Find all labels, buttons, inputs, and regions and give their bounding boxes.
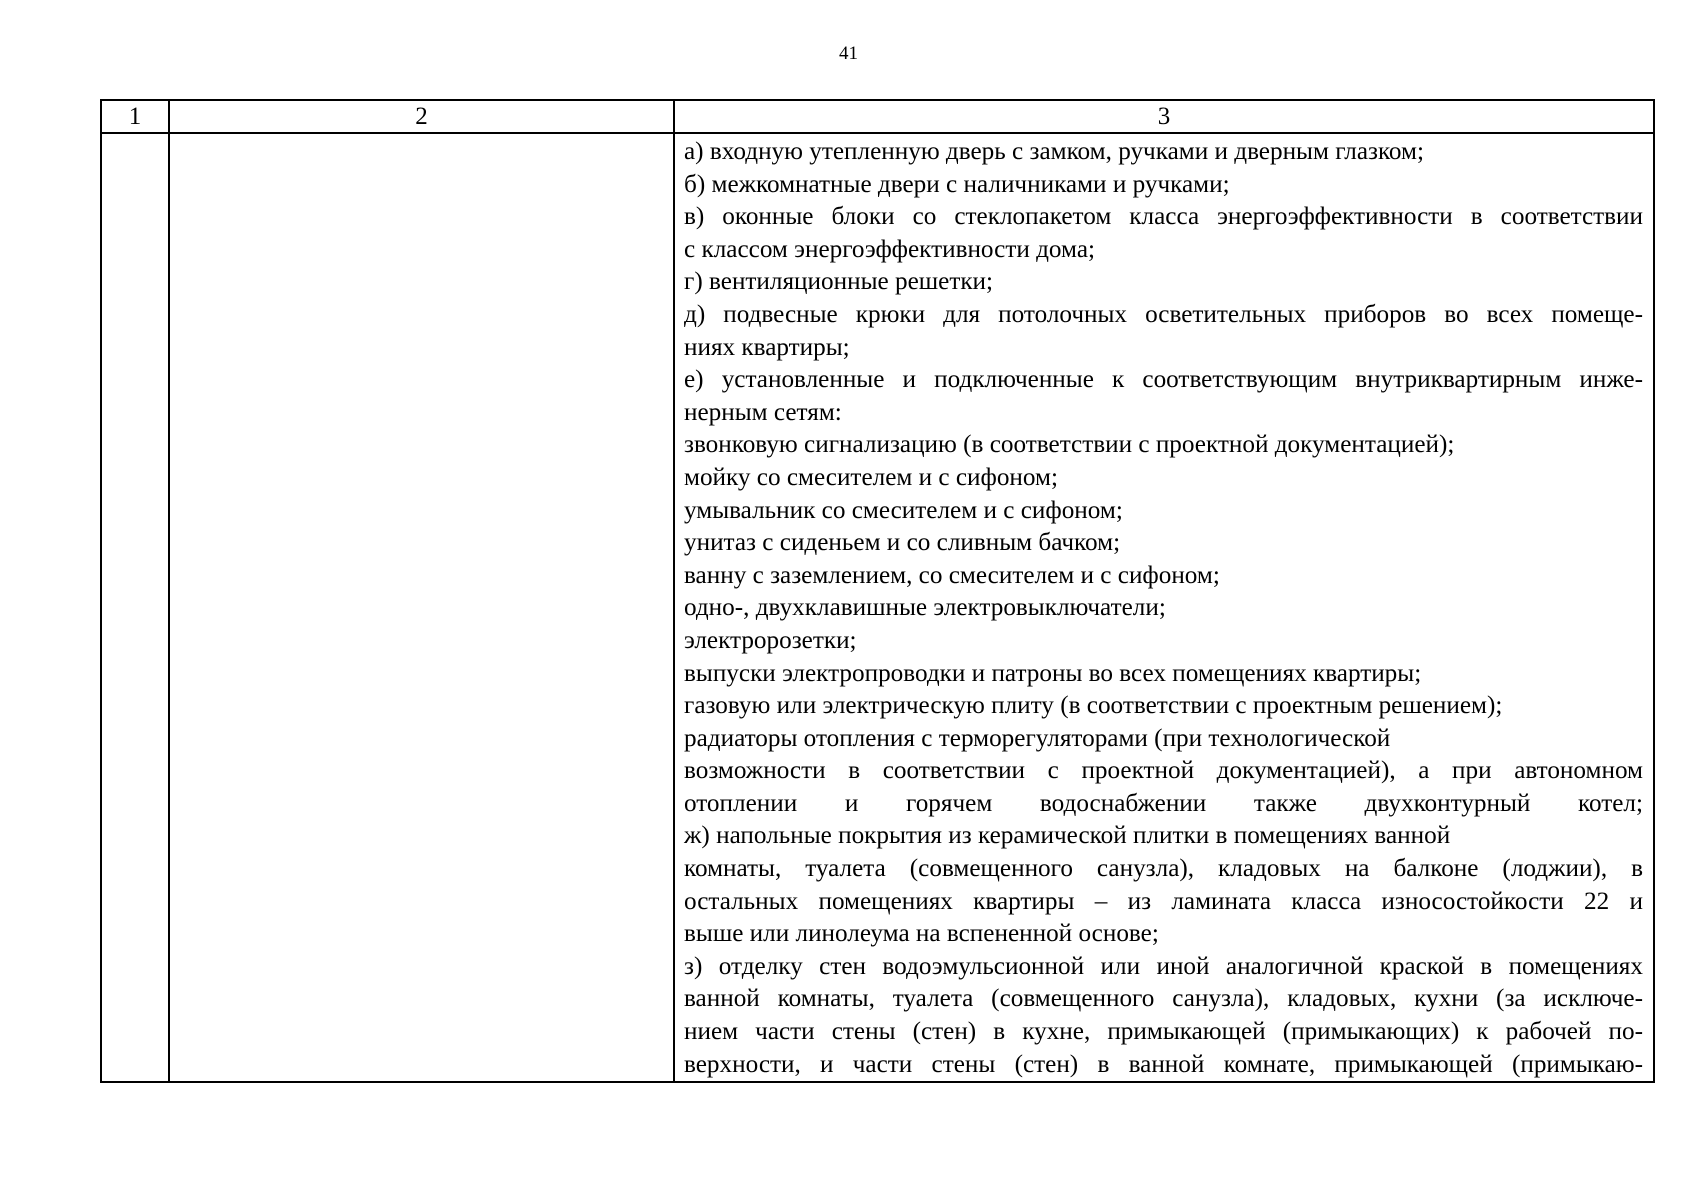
list-item: нием части стены (стен) в кухне, примыкающей (примыкающих) к рабочей по-	[684, 1018, 1643, 1046]
list-item: отоплении и горячем водоснабжении также двухконтурный котел;	[684, 789, 1643, 817]
list-item: нерным сетям:	[684, 398, 842, 426]
list-item: верхности, и части стены (стен) в ванной комнате, примыкающей (примыкаю-	[684, 1050, 1643, 1078]
list-item: ванной комнаты, туалета (совмещенного санузла), кладовых, кухни (за исключе-	[684, 985, 1643, 1013]
list-item: радиаторы отопления с терморегуляторами (при технологической	[684, 724, 1391, 752]
table-cell-col-2	[169, 133, 674, 1082]
list-item: с классом энергоэффективности дома;	[684, 235, 1095, 263]
list-item: выше или линолеума на вспененной основе;	[684, 920, 1159, 948]
requirements-list	[675, 134, 1653, 1081]
page-number: 41	[839, 43, 858, 64]
column-header-2: 2	[169, 100, 674, 133]
column-header-3: 3	[674, 100, 1654, 133]
table-row	[101, 133, 1654, 1082]
list-item: остальных помещениях квартиры – из ламината класса износостойкости 22 и	[684, 887, 1643, 915]
list-item: возможности в соответствии с проектной документацией), а при автономном	[684, 757, 1643, 785]
list-item: умывальник со смесителем и с сифоном;	[684, 496, 1123, 524]
list-item: г) вентиляционные решетки;	[684, 268, 994, 296]
table-cell-col-1	[101, 133, 169, 1082]
list-item: газовую или электрическую плиту (в соответствии с проектным решением);	[684, 692, 1503, 720]
list-item: мойку со смесителем и с сифоном;	[684, 463, 1058, 491]
list-item: ниях квартиры;	[684, 333, 850, 361]
list-item: д) подвесные крюки для потолочных осветительных приборов во всех помеще-	[684, 300, 1643, 328]
list-item: в) оконные блоки со стеклопакетом класса энергоэффективности в соответствии	[684, 203, 1643, 231]
list-item: комнаты, туалета (совмещенного санузла), кладовых на балконе (лоджии), в	[684, 855, 1643, 883]
list-item: ванну с заземлением, со смесителем и с сифоном;	[684, 561, 1220, 589]
document-table	[100, 99, 1655, 1083]
list-item: звонковую сигнализацию (в соответствии с проектной документацией);	[684, 431, 1455, 459]
column-header-1: 1	[101, 100, 169, 133]
list-item: выпуски электропроводки и патроны во всех помещениях квартиры;	[684, 659, 1422, 687]
list-item: а) входную утепленную дверь с замком, ручками и дверным глазком;	[684, 138, 1424, 165]
list-item: электророзетки;	[684, 626, 857, 654]
list-item: е) установленные и подключенные к соответствующим внутриквартирным инже-	[684, 366, 1643, 394]
table-header-row	[101, 100, 1654, 133]
list-item: унитаз с сиденьем и со сливным бачком;	[684, 529, 1121, 557]
list-item: одно-, двухклавишные электровыключатели;	[684, 594, 1166, 622]
list-item: б) межкомнатные двери с наличниками и ручками;	[684, 170, 1230, 198]
table-cell-col-3	[674, 133, 1654, 1082]
list-item: ж) напольные покрытия из керамической плитки в помещениях ванной	[684, 822, 1451, 850]
list-item: з) отделку стен водоэмульсионной или иной аналогичной краской в помещениях	[684, 952, 1643, 980]
